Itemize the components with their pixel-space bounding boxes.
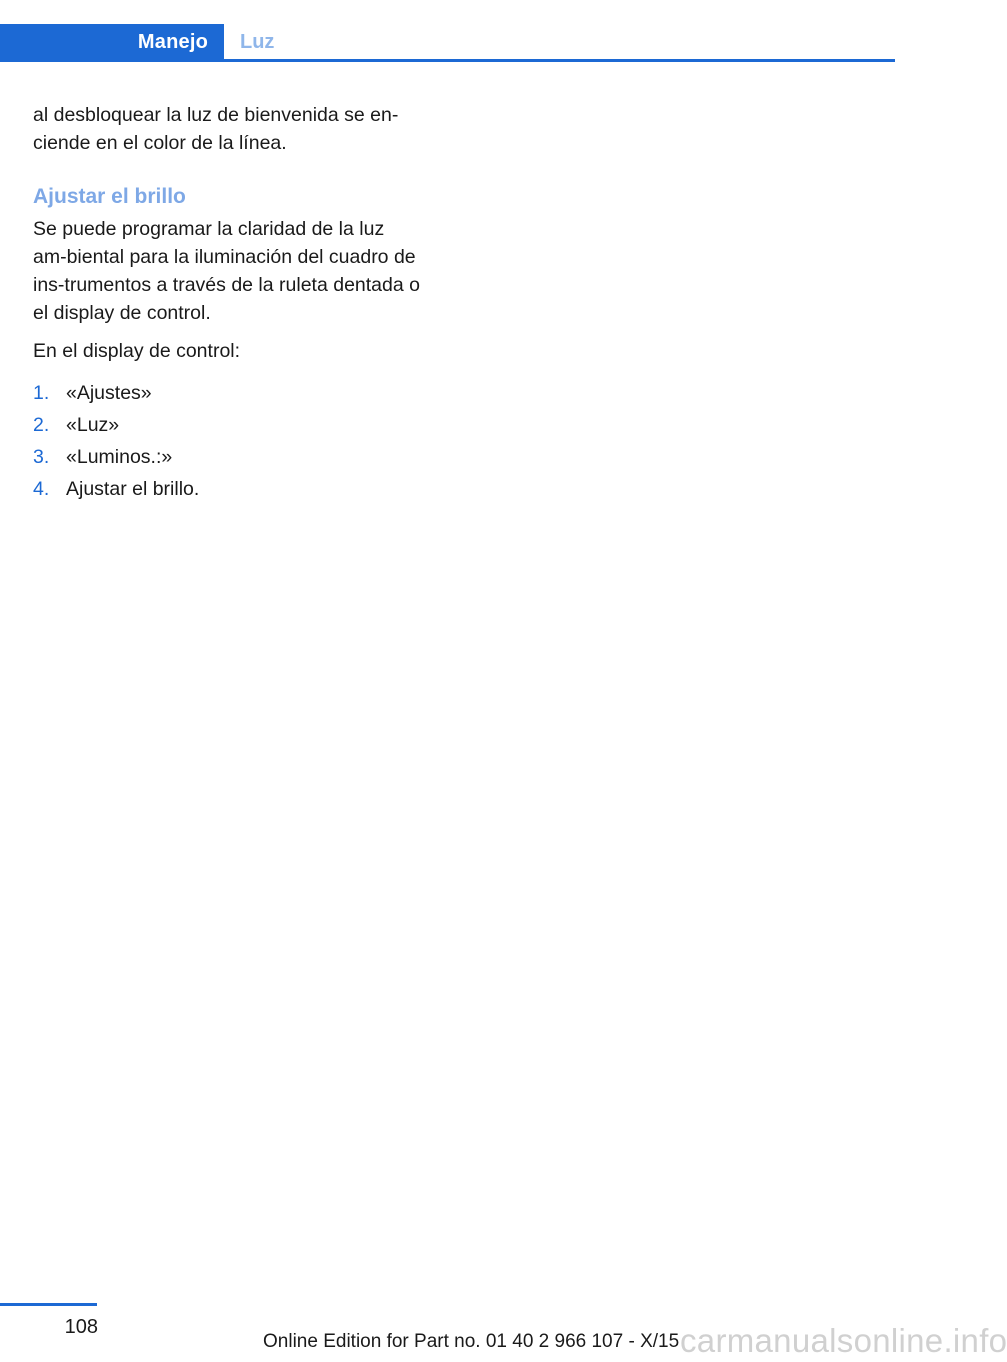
- edition-note: Online Edition for Part no. 01 40 2 966 107 - X/15: [263, 1331, 680, 1352]
- header-divider: [0, 59, 895, 62]
- header-section-label: Manejo: [137, 31, 208, 53]
- list-item: [33, 411, 423, 443]
- list-item: [33, 443, 423, 475]
- list-item: [33, 379, 423, 411]
- header-chapter-label: Luz: [240, 31, 275, 53]
- watermark: carmanualsonline.info: [680, 1322, 1007, 1359]
- step-number: 3.: [33, 446, 50, 468]
- step-number: 1.: [33, 382, 50, 404]
- page-header: [0, 0, 895, 62]
- step-number: 4.: [33, 478, 50, 500]
- page-number: 108: [64, 1316, 98, 1338]
- main-content: [33, 101, 423, 507]
- intro-paragraph: al desbloquear la luz de bienvenida se en‐ciende en el color de la línea.: [33, 104, 399, 154]
- step-text: Ajustar el brillo.: [66, 478, 200, 500]
- step-text: «Ajustes»: [66, 382, 152, 404]
- display-intro-paragraph: En el display de control:: [33, 340, 241, 362]
- header-section-tab: [0, 24, 224, 62]
- steps-list: [33, 379, 423, 507]
- list-item: [33, 475, 423, 507]
- step-text: «Luz»: [66, 414, 120, 436]
- footer-divider: [0, 1303, 97, 1306]
- step-text: «Luminos.:»: [66, 446, 173, 468]
- section-heading: Ajustar el brillo: [33, 185, 186, 208]
- step-number: 2.: [33, 414, 50, 436]
- body-paragraph: Se puede programar la claridad de la luz am‐biental para la iluminación del cuadro de ins‐trumentos a través de la ruleta dentada o el display de control.: [33, 218, 420, 324]
